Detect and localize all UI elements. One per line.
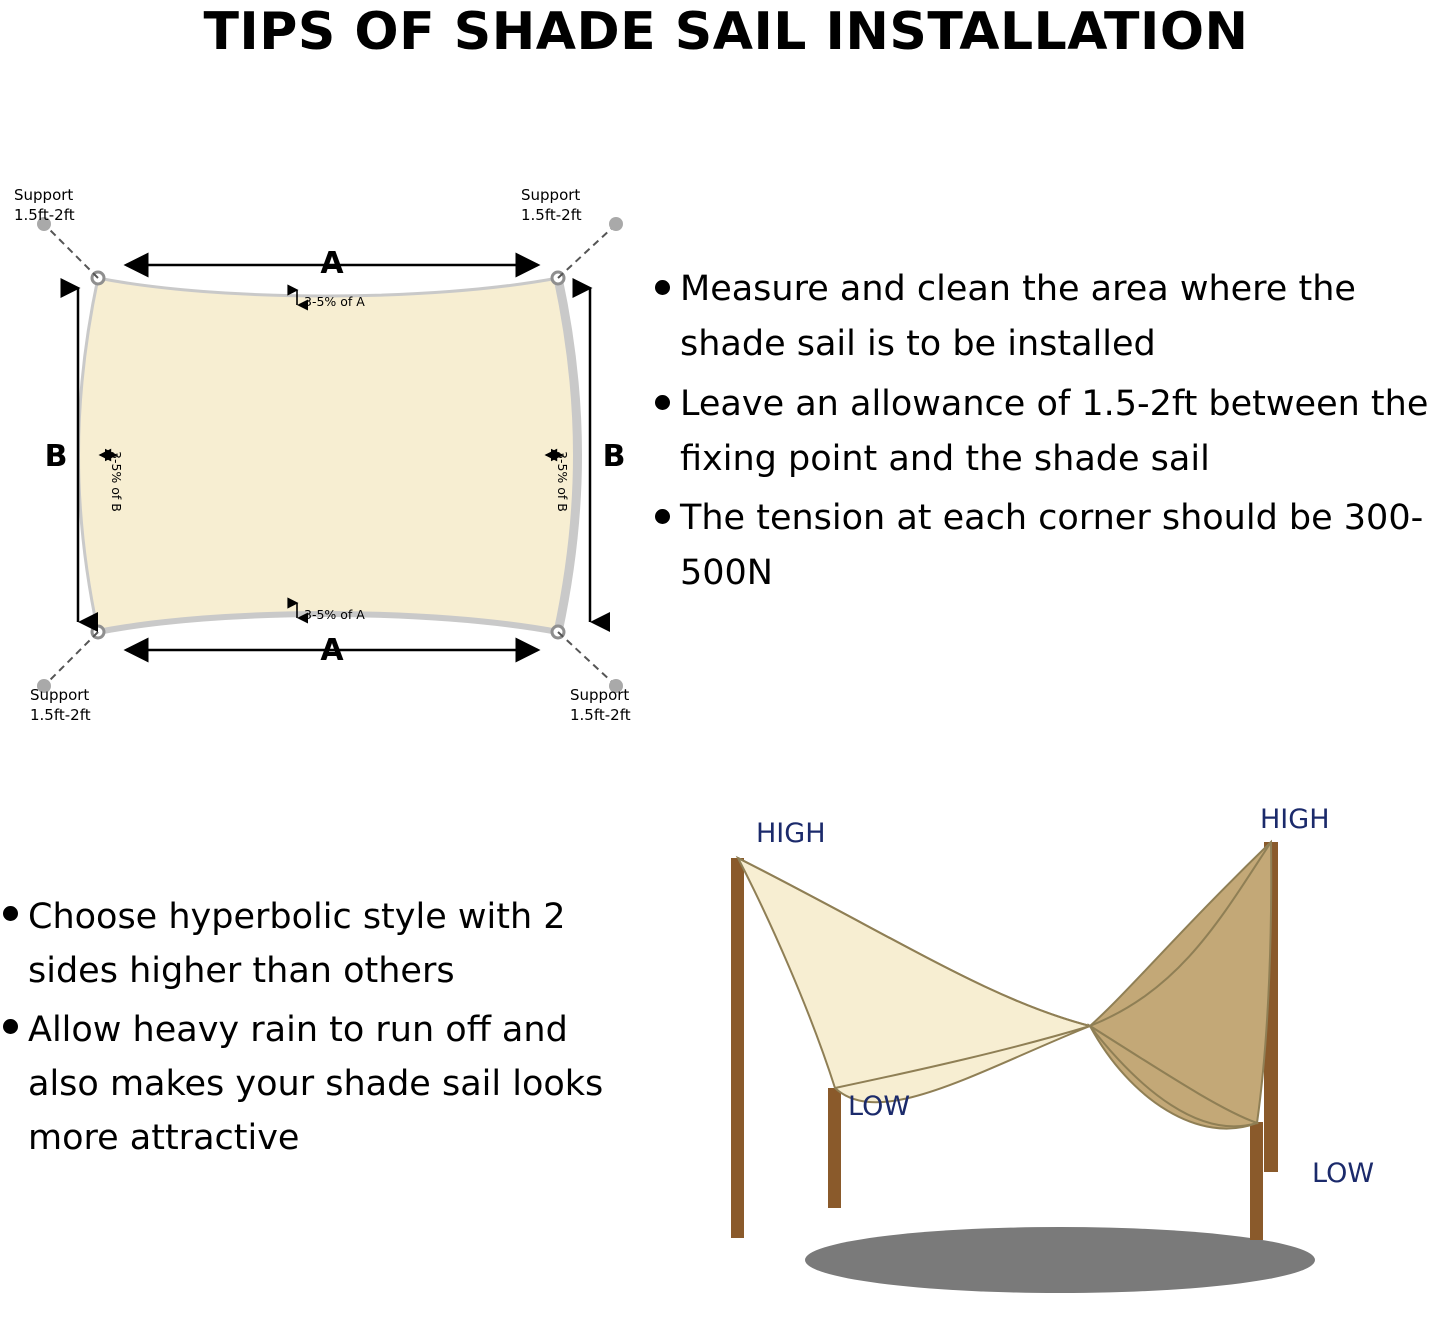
support-label-top-right-line2: 1.5ft-2ft (521, 206, 582, 224)
label-high-right: HIGH (1260, 804, 1330, 835)
label-high-left: HIGH (756, 818, 826, 849)
support-label-top-left-line1: Support (14, 186, 74, 204)
support-label-top-right-line1: Support (521, 186, 581, 204)
label-curve-top: 3-5% of A (304, 294, 365, 309)
ground-shadow (805, 1227, 1315, 1293)
label-left-b: B (44, 439, 68, 474)
label-bottom-a: A (320, 633, 344, 668)
support-line-bottom-right (558, 632, 612, 682)
bullet-dot-icon (0, 906, 20, 921)
post-high-left (731, 858, 744, 1238)
label-right-b: B (602, 439, 626, 474)
label-curve-left: 3-5% of B (109, 451, 124, 512)
list-item (652, 377, 1452, 488)
label-top-a: A (320, 246, 344, 281)
bullet-dot-icon (0, 1019, 20, 1034)
list-item (0, 890, 640, 999)
label-curve-right: 3-5% of B (555, 451, 570, 512)
label-low-left: LOW (848, 1091, 911, 1122)
installation-tips-list-bottom (0, 890, 640, 1169)
post-low-right (1250, 1122, 1263, 1240)
support-label-top-left-line2: 1.5ft-2ft (14, 206, 75, 224)
support-label-bottom-right-line1: Support (570, 686, 630, 704)
sail-panel-light (738, 858, 1090, 1102)
list-item-text: Allow heavy rain to run off and also makes your shade sail looks more attractive (28, 1009, 604, 1158)
list-item (0, 1003, 640, 1166)
bullet-dot-icon (652, 280, 672, 295)
list-item (652, 491, 1452, 602)
post-low-left (828, 1088, 841, 1208)
label-low-right: LOW (1312, 1158, 1375, 1189)
installation-tips-list-top (652, 262, 1452, 606)
list-item-text: The tension at each corner should be 300-500N (680, 498, 1424, 594)
label-curve-bottom: 3-5% of A (304, 607, 365, 622)
support-line-top-left (48, 228, 98, 278)
list-item-text: Choose hyperbolic style with 2 sides higher than others (28, 897, 566, 992)
support-point-top-right (609, 217, 623, 231)
hyperbolic-sail-illustration (660, 770, 1452, 1325)
list-item (652, 262, 1452, 373)
list-item-text: Leave an allowance of 1.5-2ft between the fixing point and the shade sail (680, 383, 1429, 479)
bullet-dot-icon (652, 395, 672, 410)
support-label-bottom-left-line2: 1.5ft-2ft (30, 706, 91, 724)
support-label-bottom-right-line2: 1.5ft-2ft (570, 706, 631, 724)
support-label-bottom-left-line1: Support (30, 686, 90, 704)
sail-shape (79, 278, 578, 632)
support-line-bottom-left (48, 632, 98, 682)
list-item-text: Measure and clean the area where the shade sail is to be installed (680, 269, 1356, 365)
shade-sail-measurement-diagram (0, 160, 660, 740)
bullet-dot-icon (652, 509, 672, 524)
support-line-top-right (558, 228, 612, 278)
page-title: TIPS OF SHADE SAIL INSTALLATION (203, 2, 1249, 62)
